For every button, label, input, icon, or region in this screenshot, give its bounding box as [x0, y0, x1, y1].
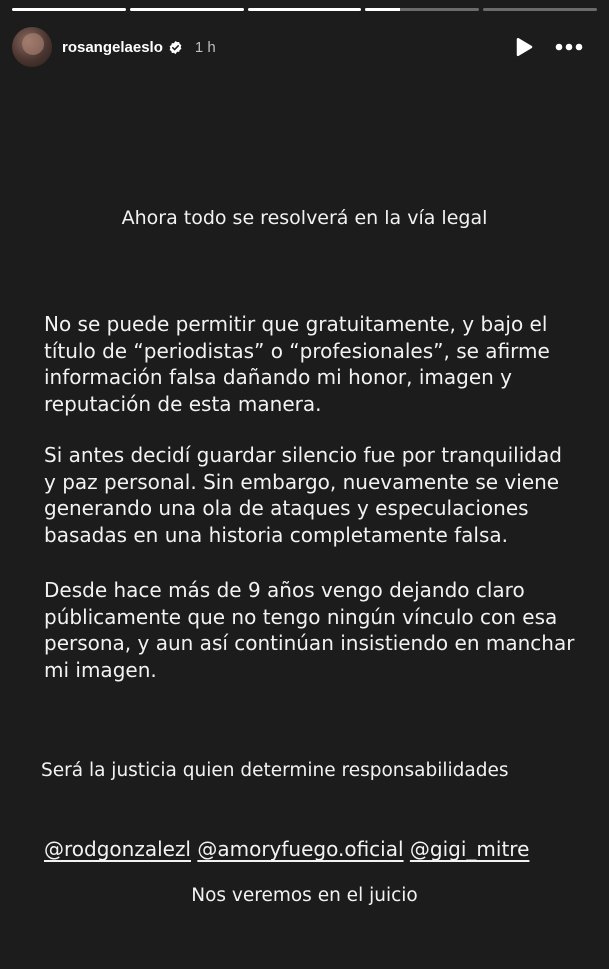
paragraph-line: mi imagen.: [44, 657, 157, 682]
paragraph-line: título de “periodistas” o “profesionales”, se afirme: [44, 338, 550, 363]
avatar[interactable]: [12, 27, 52, 67]
post-time: 1 h: [194, 38, 216, 56]
paragraph-1: [44, 311, 584, 417]
mention-link[interactable]: @gigi_mitre: [409, 837, 530, 861]
headline: Ahora todo se resolverá en la vía legal: [121, 207, 488, 229]
mention-link[interactable]: @rodgonzalezl: [44, 837, 191, 861]
progress-segment: [12, 8, 126, 11]
paragraph-line: reputación de esta manera.: [44, 391, 322, 416]
paragraph-line: Desde hace más de 9 años vengo dejando claro: [44, 578, 525, 602]
play-icon[interactable]: [515, 37, 533, 57]
paragraph-line: y paz personal. Sin embargo, nuevamente se viene: [44, 469, 560, 494]
verified-badge-icon: [168, 40, 183, 55]
progress-segment: [248, 8, 362, 11]
progress-segment: [130, 8, 244, 11]
paragraph-line: Si antes decidí guardar silencio fue por tranquilidad: [44, 443, 562, 467]
closing-line: Nos veremos en el juicio: [191, 885, 418, 906]
mention-link[interactable]: @amoryfuego.oficial: [197, 837, 404, 861]
header-actions: [515, 37, 597, 57]
progress-segment: [483, 8, 597, 11]
paragraph-3: [44, 577, 584, 683]
justice-statement: Será la justicia quien determine responsabilidades: [41, 760, 509, 781]
paragraph-line: No se puede permitir que gratuitamente, y bajo el: [44, 312, 548, 336]
paragraph-line: información falsa dañando mi honor, imagen y: [44, 365, 512, 389]
story-progress-bar: [12, 8, 597, 11]
more-icon[interactable]: [555, 43, 583, 51]
progress-segment: [365, 8, 479, 11]
mentions-row: [44, 837, 529, 861]
paragraph-2: [44, 442, 584, 548]
paragraph-line: generando una ola de ataques y especulaciones: [44, 496, 529, 520]
story-header: [12, 26, 597, 68]
paragraph-line: basadas en una historia completamente falsa.: [44, 522, 509, 547]
paragraph-line: persona, y aun así continúan insistiendo en manchar: [44, 631, 575, 655]
username[interactable]: rosangelaeslo: [62, 38, 163, 56]
paragraph-line: públicamente que no tengo ningún vínculo con esa: [44, 604, 558, 629]
